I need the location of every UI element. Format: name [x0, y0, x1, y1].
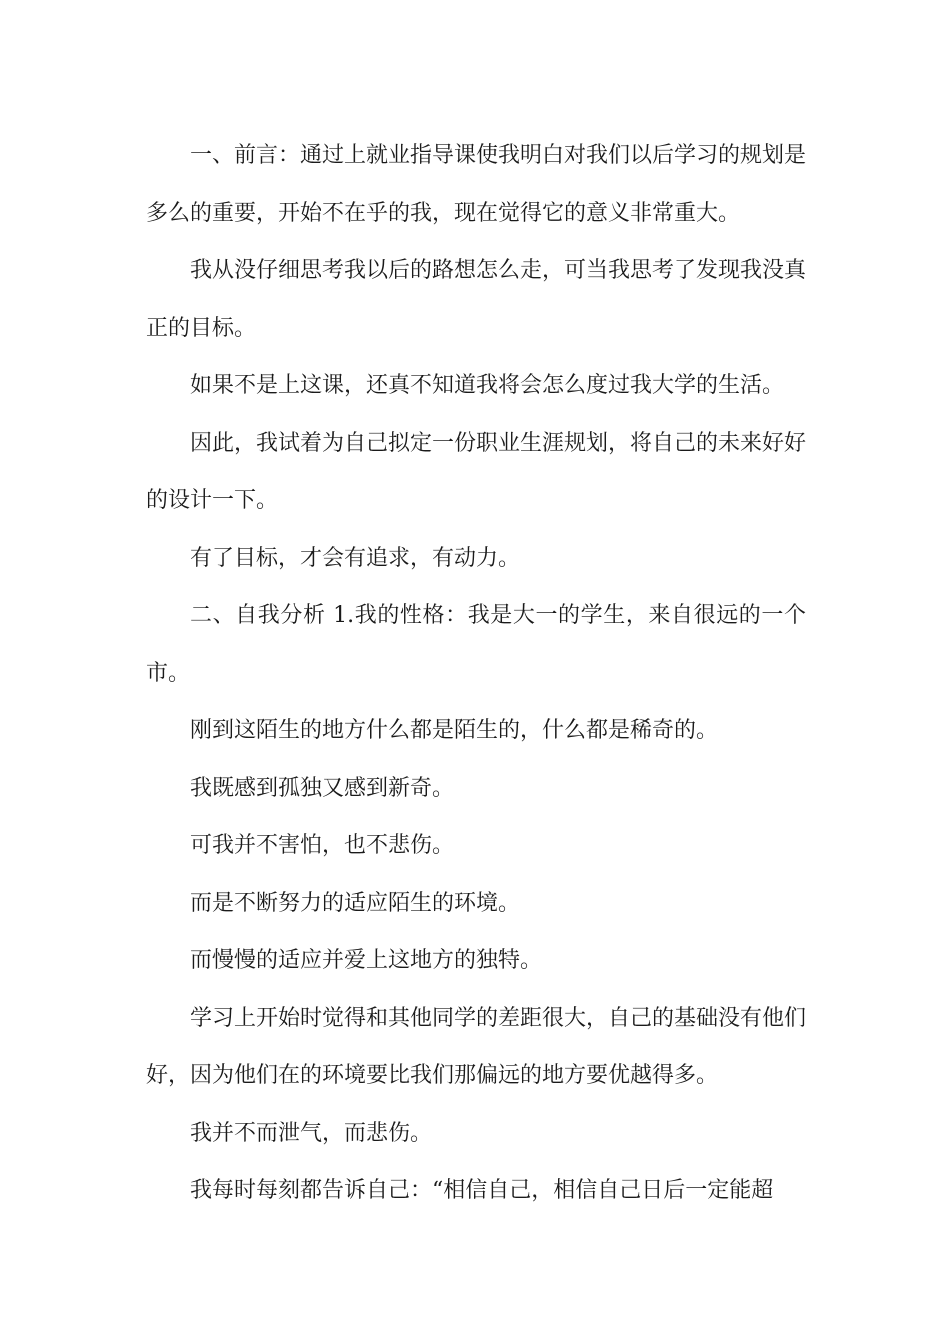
paragraph-not-discouraged: 我并不而泄气，而悲伤。 — [190, 1120, 433, 1146]
paragraph-without-class: 如果不是上这课，还真不知道我将会怎么度过我大学的生活。 — [190, 373, 785, 398]
paragraph-strange-place: 刚到这陌生的地方什么都是陌生的，什么都是稀奇的。 — [190, 718, 719, 743]
paragraph-self-analysis: 二、自我分析 1.我的性格：我是大一的学生，来自很远的一个市。 — [146, 603, 806, 686]
paragraph-believe-self: 我每时每刻都告诉自己：“相信自己，相信自己日后一定能超 — [190, 1178, 774, 1203]
paragraph-preface: 一、前言：通过上就业指导课使我明白对我们以后学习的规划是多么的重要，开始不在乎的我，现在觉得它的意义非常重大。 — [146, 143, 807, 226]
paragraph-motivation: 有了目标，才会有追求，有动力。 — [190, 545, 521, 571]
paragraph-adapt-effort: 而是不断努力的适应陌生的环境。 — [190, 890, 521, 916]
paragraph-love-place: 而慢慢的适应并爱上这地方的独特。 — [190, 948, 543, 973]
paragraph-career-plan: 因此，我试着为自己拟定一份职业生涯规划，将自己的未来好好的设计一下。 — [146, 430, 807, 513]
paragraph-lonely-novel: 我既感到孤独又感到新奇。 — [190, 775, 455, 801]
paragraph-study-gap: 学习上开始时觉得和其他同学的差距很大，自己的基础没有他们好，因为他们在的环境要比我们那偏远的地方要优越得多。 — [146, 1005, 807, 1088]
paragraph-not-afraid: 可我并不害怕，也不悲伤。 — [190, 833, 455, 858]
paragraph-no-goal: 我从没仔细思考我以后的路想怎么走，可当我思考了发现我没真正的目标。 — [146, 258, 807, 341]
document-body — [146, 127, 806, 1220]
